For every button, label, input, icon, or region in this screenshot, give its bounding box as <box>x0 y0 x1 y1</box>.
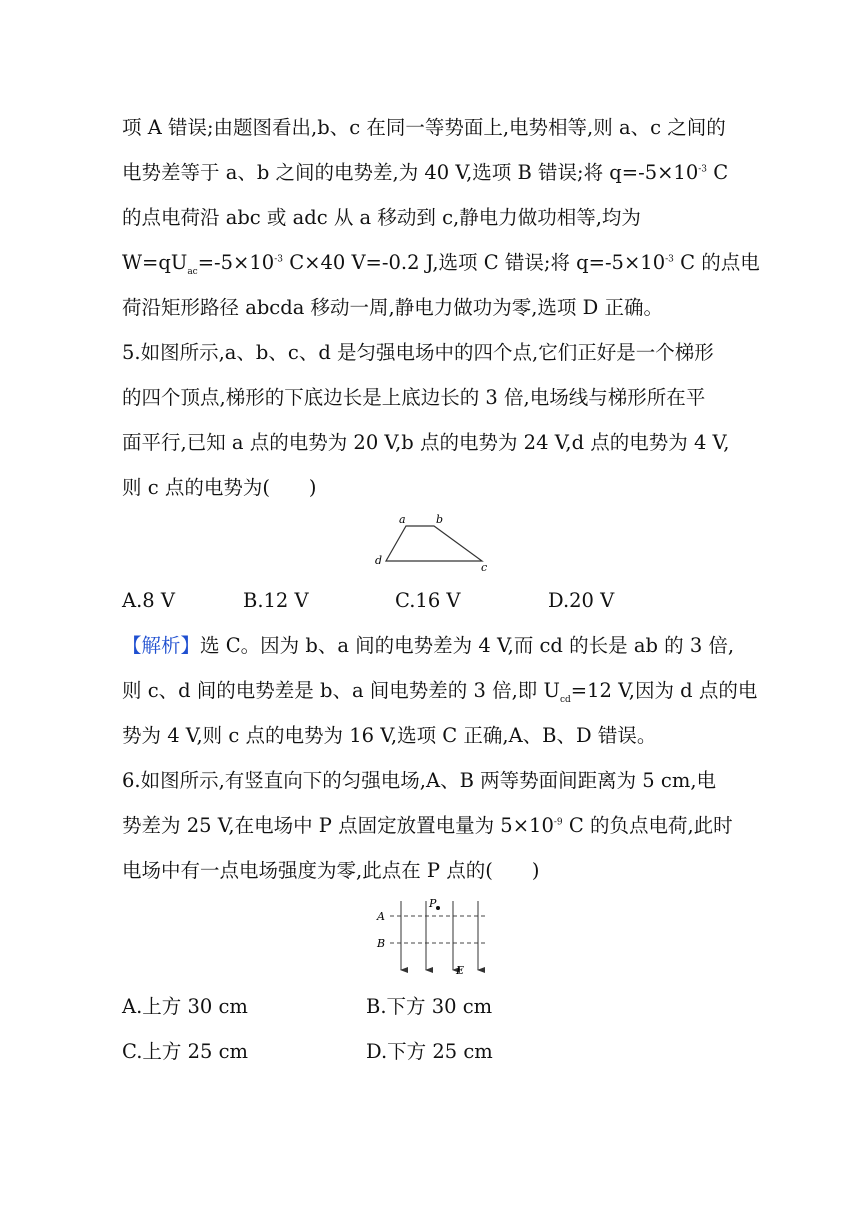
trapezoid-shape <box>386 526 482 561</box>
question-6-text: 6.如图所示,有竖直向下的匀强电场,A、B 两等势面间距离为 5 cm,电 <box>122 769 717 792</box>
label-B: B <box>377 937 386 950</box>
text-line: 的点电荷沿 abc 或 adc 从 a 移动到 c,静电力做功相等,均为 <box>122 206 641 229</box>
option-c: C.上方 25 cm <box>122 1040 249 1063</box>
question-5-text: 的四个顶点,梯形的下底边长是上底边长的 3 倍,电场线与梯形所在平 <box>122 386 706 409</box>
option-d: D.下方 25 cm <box>366 1040 493 1063</box>
text-line: 电势差等于 a、b 之间的电势差,为 40 V,选项 B 错误;将 $q=-5\times 10^{-3}$ C <box>122 161 729 184</box>
label-a: a <box>399 513 406 526</box>
option-b: B.12 V <box>243 589 309 612</box>
option-a: A.8 V <box>122 589 175 612</box>
question-5-text: 则 c 点的电势为( ) <box>122 476 317 499</box>
label-E: E <box>456 964 465 977</box>
point-charge-p <box>436 906 440 910</box>
text-line: 荷沿矩形路径 abcda 移动一周,静电力做功为零,选项 D 正确。 <box>122 296 663 319</box>
label-P: P <box>429 897 437 910</box>
analysis-tag: 【解析】 <box>122 634 201 657</box>
analysis-text: 势为 4 V,则 c 点的电势为 16 V,选项 C 正确,A、B、D 错误。 <box>122 724 657 747</box>
field-figure <box>370 896 495 980</box>
question-6-text: 电场中有一点电场强度为零,此点在 P 点的( ) <box>122 859 540 882</box>
trapezoid-figure <box>370 512 495 574</box>
question-5-text: 5.如图所示,a、b、c、d 是匀强电场中的四个点,它们正好是一个梯形 <box>122 341 714 364</box>
label-c: c <box>481 561 488 574</box>
option-a: A.上方 30 cm <box>122 995 248 1018</box>
option-d: D.20 V <box>548 589 615 612</box>
question-6-text: 势差为 25 V,在电场中 P 点固定放置电量为 $5\times 10^{-9}$ C 的负点电荷,此时 <box>122 814 733 837</box>
label-A: A <box>377 910 385 923</box>
text-line: 项 A 错误;由题图看出,b、c 在同一等势面上,电势相等,则 a、c 之间的 <box>122 116 726 139</box>
analysis-text: 【解析】选 C。因为 b、a 间的电势差为 4 V,而 cd 的长是 ab 的 3 倍, <box>122 634 735 657</box>
question-5-text: 面平行,已知 a 点的电势为 20 V,b 点的电势为 24 V,d 点的电势为 4 V, <box>122 431 730 454</box>
label-d: d <box>375 554 383 567</box>
option-c: C.16 V <box>395 589 461 612</box>
text-line: $W=qU_{ac}=-5\times 10^{-3}$ C×40 V=-0.2 J,选项 C 错误;将 $q=-5\times 10^{-3}$ C 的点电 <box>122 251 760 277</box>
analysis-text: 则 c、d 间的电势差是 b、a 间电势差的 3 倍,即 $U_{cd}=12$ V,因为 d 点的电 <box>122 679 758 705</box>
label-b: b <box>436 513 444 526</box>
option-b: B.下方 30 cm <box>366 995 493 1018</box>
